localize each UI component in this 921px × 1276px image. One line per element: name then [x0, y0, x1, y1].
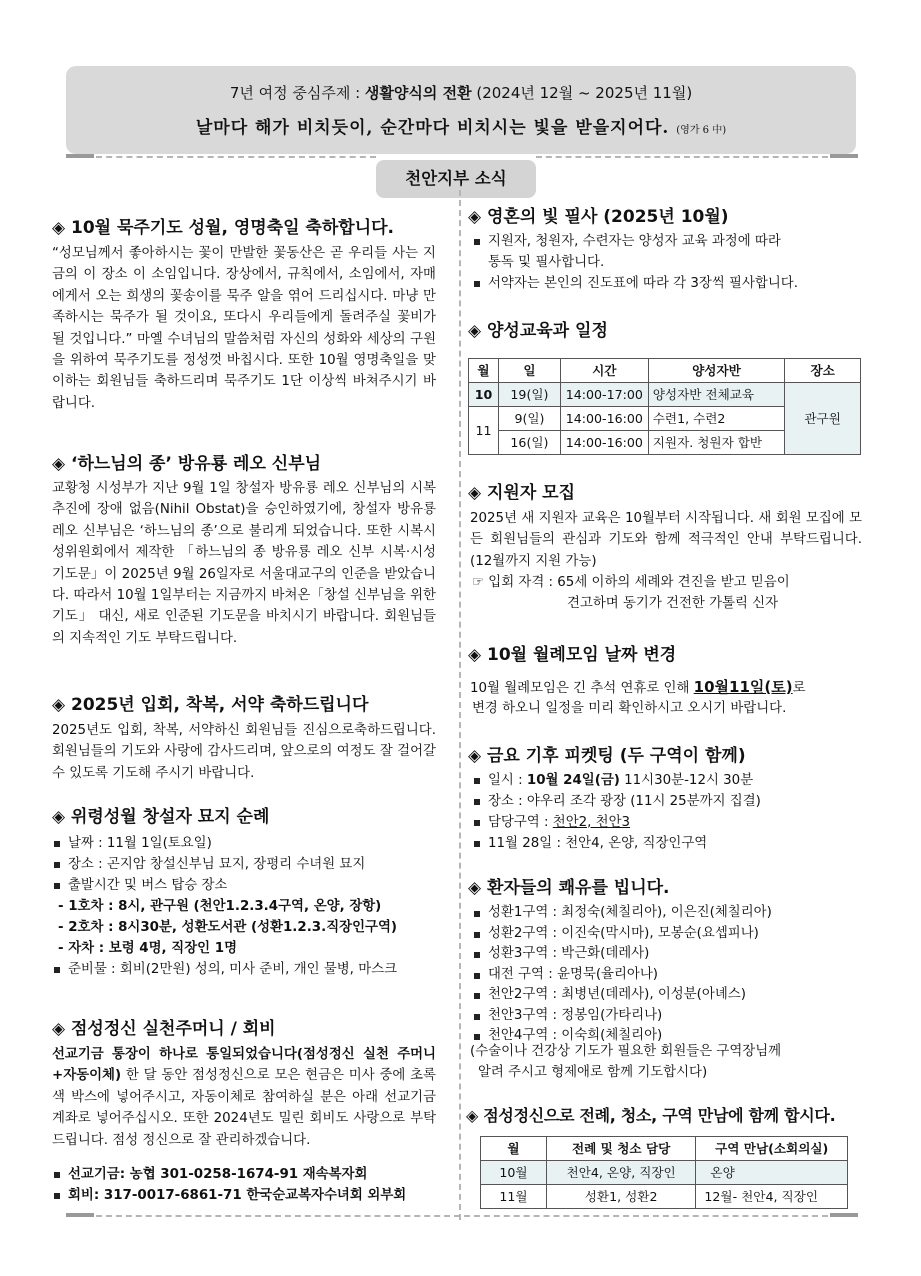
list-item: 장소 : 곤지암 창설신부님 묘지, 장평리 수녀원 묘지: [52, 854, 452, 875]
list-item: - 자차 : 보령 4명, 직장인 1명: [58, 941, 238, 956]
table-cell: 천안4, 온양, 직장인: [546, 1161, 696, 1185]
divider: [96, 1215, 828, 1217]
list-item: 서약자는 본인의 진도표에 따라 각 3장씩 필사합니다.: [472, 273, 862, 294]
table-row: [481, 1185, 848, 1209]
yearly-theme: 7년 여정 중심주제 : 생활양식의 전환 (2024년 12월 ~ 2025년 11월): [229, 84, 693, 102]
section-title: ◈ 10월 월례모임 날짜 변경: [468, 645, 677, 665]
list-item: 천안3구역 : 정봉임(가타리나): [472, 1006, 862, 1027]
list-item: 성환3구역 : 박근화(데레사): [472, 944, 862, 965]
list-item: 선교기금: 농협 301-0258-1674-91 재속복자회: [52, 1164, 452, 1185]
section-body: 2025년도 입회, 착복, 서약하신 회원님들 진심으로축하드립니다. 회원님들의 기도와 사랑에 감사드리며, 앞으로의 여정도 잘 걸어갈 수 있도록 기도해 주시기 바랍니다.: [52, 723, 436, 781]
table-cell: 16(일): [498, 431, 560, 455]
table-row: [469, 383, 861, 407]
section-title: ◈ 지원자 모집: [468, 483, 576, 503]
verse: 날마다 해가 비치듯이, 순간마다 비치시는 빛을 받을지어다. (영가 6 中): [195, 118, 727, 138]
section-body: 교황청 시성부가 지난 9월 1일 창설자 방유룡 레오 신부님의 시복 추진에 장애 없음(Nihil Obstat)을 승인하였기에, 창설자 방유룡 레오 신부님은 ‘하느님의 종’으로 불리게 되었습니다. 또한 시복시성위원회에서 제작한 「하느님의 종 방유룡 레오 신부 시복·시성 기도문」이 2025년 9월 26일자로 서울대교구의 인준을 받았습니다. 따라서 10월 1일부터는 지금까지 바쳐온「창설 신부님을 위한 기도」 대신, 새로 인준된 기도문을 바치시기 바랍니다. 회원님들의 지속적인 기도 부탁드립니다.: [52, 481, 436, 646]
list-item: 통독 및 필사합니다.: [488, 255, 605, 270]
col-header: 구역 만남(소회의실): [696, 1137, 848, 1161]
col-header: 시간: [560, 359, 648, 383]
section-title: ◈ 2025년 입회, 착복, 서약 축하드립니다: [52, 695, 369, 715]
header-banner: [66, 66, 856, 154]
eligibility: 견고하며 동기가 건전한 가톨릭 신자: [567, 596, 779, 611]
section-title: ◈ 영혼의 빛 필사 (2025년 10월): [468, 207, 729, 227]
table-cell: 9(일): [498, 407, 560, 431]
picketing-list: [472, 770, 862, 854]
section-body: 10월 월례모임은 긴 추석 연휴로 인해 10월11일(토)로: [470, 678, 806, 696]
col-header: 장소: [785, 359, 861, 383]
table-cell: 수련1, 수련2: [648, 407, 784, 431]
pilgrimage-list: [52, 833, 452, 980]
section-title: ◈ 위령성월 창설자 묘지 순례: [52, 807, 270, 827]
list-item: 장소 : 야우리 조각 광장 (11시 25분까지 집결): [472, 791, 862, 812]
table-cell: 12월- 천안4, 직장인: [696, 1185, 848, 1209]
list-item: 성환2구역 : 이진숙(막시마), 모봉순(요셉피나): [472, 924, 862, 945]
list-item: - 1호차 : 8시, 관구원 (천안1.2.3.4구역, 온양, 장항): [58, 899, 382, 914]
table-cell: 11월: [481, 1185, 547, 1209]
table-header: [469, 359, 861, 383]
col-header: 월: [481, 1137, 547, 1161]
transcription-list: [472, 231, 862, 294]
note: (수술이나 건강상 기도가 필요한 회원들은 구역장님께: [470, 1044, 782, 1059]
col-header: 전례 및 청소 담당: [546, 1137, 696, 1161]
section-title: ◈ 점성정신으로 전례, 청소, 구역 만남에 함께 합시다.: [466, 1106, 836, 1125]
col-header: 양성자반: [648, 359, 784, 383]
list-item: 준비물 : 회비(2만원) 성의, 미사 준비, 개인 물병, 마스크: [52, 959, 452, 980]
section-pill: 천안지부 소식: [376, 160, 536, 198]
list-item: - 2호차 : 8시30분, 성환도서관 (성환1.2.3.직장인구역): [58, 920, 397, 935]
list-item: 11월 28일 : 천안4, 온양, 직장인구역: [472, 833, 862, 854]
eligibility: ☞ 입회 자격 : 65세 이하의 세례와 견진을 받고 믿음이: [472, 575, 790, 590]
column-divider: [459, 190, 461, 1220]
formation-schedule-table: [468, 358, 861, 455]
divider-right-cap: [830, 154, 858, 158]
duty-table: [480, 1136, 848, 1209]
table-cell: 관구원: [785, 383, 861, 455]
list-item: 천안4구역 : 이숙희(체칠리아): [472, 1026, 862, 1047]
section-body: 변경 하오니 일정을 미리 확인하시고 오시기 바랍니다.: [472, 701, 787, 716]
section-title: ◈ ‘하느님의 종’ 방유룡 레오 신부님: [52, 454, 322, 474]
list-item: 담당구역 : 천안2, 천안3: [472, 812, 862, 833]
list-item: 천안2구역 : 최병년(데레사), 이성분(아녜스): [472, 985, 862, 1006]
section-title: ◈ 환자들의 쾌유를 빕니다.: [468, 878, 670, 898]
table-header: [481, 1137, 848, 1161]
section-body: 선교기금 통장이 하나로 통일되었습니다(점성정신 실천 주머니+자동이체) 한 달 동안 점성정신으로 모은 현금은 미사 중에 초록색 박스에 넣어주시고, 자동이체로 참여하실 분은 아래 선교기금 계좌로 넣어주십시오. 또한 2024년도 밀린 회비도 사랑으로 부탁드립니다. 점성 정신으로 잘 관리하겠습니다.: [52, 1047, 436, 1148]
list-item: 회비: 317-0017-6861-71 한국순교복자수녀회 외부회: [52, 1185, 452, 1206]
divider-left-cap: [66, 154, 94, 158]
section-body: 2025년 새 지원자 교육은 10월부터 시작됩니다. 새 회원 모집에 모든 회원님들의 관심과 기도와 함께 적극적인 안내 부탁드립니다. (12월까지 지원 가능): [470, 511, 862, 569]
section-title: ◈ 금요 기후 피켓팅 (두 구역이 함께): [468, 746, 746, 766]
section-title: ◈ 점성정신 실천주머니 / 회비: [52, 1019, 276, 1039]
table-cell: 19(일): [498, 383, 560, 407]
table-cell: 11: [469, 407, 499, 455]
patients-list: [472, 903, 862, 1047]
section-body: “성모님께서 좋아하시는 꽃이 만발한 꽃동산은 곧 우리들 사는 지금의 이 장소 이 소임입니다. 장상에서, 규칙에서, 소임에서, 자매에게서 오는 희생의 꽃송이를 묵주 알을 엮어 드리십시다. 마냥 만족하시는 묵주가 될 것이요, 또다시 우리들에게 돌려주실 꽃비가 될 것입니다.” 마옐 수녀님의 말씀처럼 자신의 성화와 세상의 구원을 위하여 묵주기도를 정성껏 바칩시다. 또한 10월 영명축일을 맞이하는 회원님들 축하드리며 묵주기도 1단 이상씩 바쳐주시기 바랍니다.: [52, 246, 436, 411]
table-cell: 성환1, 성환2: [546, 1185, 696, 1209]
table-cell: 양성자반 전체교육: [648, 383, 784, 407]
table-cell: 온양: [696, 1161, 848, 1185]
list-item: 지원자, 청원자, 수련자는 양성자 교육 과정에 따라: [472, 231, 862, 252]
divider: [536, 156, 828, 158]
list-item: 성환1구역 : 최정숙(체칠리아), 이은진(체칠리아): [472, 903, 862, 924]
table-cell: 지원자. 청원자 합반: [648, 431, 784, 455]
list-item: 출발시간 및 버스 탑승 장소: [52, 875, 452, 896]
table-cell: 14:00-16:00: [560, 431, 648, 455]
note: 알려 주시고 형제애로 함께 기도합시다): [478, 1065, 708, 1080]
divider-left-cap: [66, 1213, 94, 1217]
list-item: 일시 : 10월 24일(금) 11시30분-12시 30분: [472, 770, 862, 791]
divider: [96, 156, 376, 158]
table-cell: 10: [469, 383, 499, 407]
list-item: 날짜 : 11월 1일(토요일): [52, 833, 452, 854]
divider-right-cap: [830, 1213, 858, 1217]
col-header: 월: [469, 359, 499, 383]
section-title: ◈ 10월 묵주기도 성월, 영명축일 축하합니다.: [52, 218, 394, 238]
section-title: ◈ 양성교육과 일정: [468, 321, 608, 341]
table-row: [481, 1161, 848, 1185]
table-cell: 14:00-16:00: [560, 407, 648, 431]
table-cell: 10월: [481, 1161, 547, 1185]
list-item: 대전 구역 : 윤명묵(율리아나): [472, 965, 862, 986]
col-header: 일: [498, 359, 560, 383]
account-list: [52, 1164, 452, 1206]
table-cell: 14:00-17:00: [560, 383, 648, 407]
